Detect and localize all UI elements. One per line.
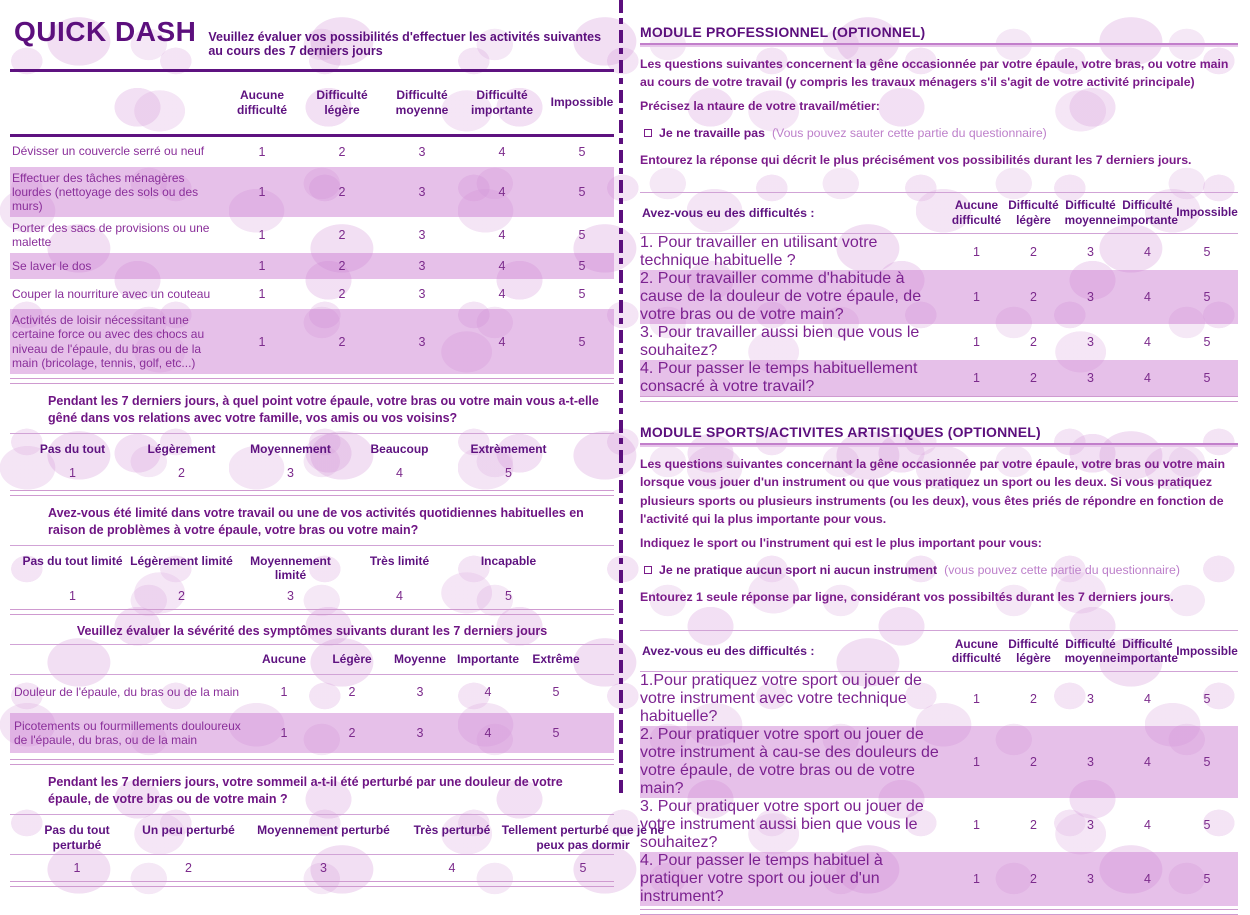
divider-rule <box>640 443 1238 447</box>
table-row <box>10 217 614 253</box>
response-option[interactable]: 5 <box>552 726 560 741</box>
limited-scale-numbers <box>18 585 563 609</box>
response-option[interactable]: 4 <box>396 466 403 481</box>
column-header: Difficulté moyenne <box>1064 198 1117 227</box>
column-header: Moyenne <box>393 652 446 667</box>
response-option[interactable]: 1 <box>258 184 266 199</box>
column-header: Aucune difficulté <box>951 198 1002 227</box>
response-option[interactable]: 3 <box>418 334 426 349</box>
scale-label: Beaucoup <box>370 441 429 456</box>
response-option[interactable]: 1 <box>973 872 980 887</box>
row-label: Effectuer des tâches ménagères lourdes (nettoyage des sols ou des murs) <box>12 170 199 213</box>
response-option[interactable]: 2 <box>1030 818 1037 833</box>
response-option[interactable]: 5 <box>579 860 587 875</box>
row-label: Se laver le dos <box>12 259 92 274</box>
row-label: Activités de loisir nécessitant une certaine force ou avec des chocs au niveau de l'épaule, du bras ou de la main (bricolage, tennis, golf, etc...) <box>12 313 205 370</box>
column-header: Difficulté légère <box>316 87 368 117</box>
table-row <box>10 167 614 217</box>
empty-header-cell <box>10 645 250 674</box>
response-option[interactable]: 5 <box>552 685 560 700</box>
table-row <box>10 713 614 753</box>
response-option[interactable]: 1 <box>973 818 980 833</box>
response-option[interactable]: 3 <box>1087 755 1094 770</box>
table-row <box>640 360 1238 396</box>
response-option[interactable]: 3 <box>416 685 424 700</box>
column-header: Aucune difficulté <box>951 636 1002 666</box>
response-option[interactable]: 3 <box>1087 692 1094 707</box>
response-option[interactable]: 2 <box>338 184 346 199</box>
response-option[interactable]: 5 <box>1203 370 1211 385</box>
scale-label: Très limité <box>369 553 430 568</box>
row-label: Dévisser un couvercle serré ou neuf <box>12 144 205 159</box>
response-option[interactable]: 5 <box>578 287 586 302</box>
row-label: Porter des sacs de provisions ou une malette <box>12 220 210 250</box>
checkbox-note: (Vous pouvez sauter cette partie du questionnaire) <box>771 126 1047 141</box>
response-option[interactable]: 2 <box>1030 244 1037 259</box>
divider-rule <box>640 909 1238 915</box>
response-option[interactable]: 3 <box>1087 334 1094 349</box>
row-label: 2. Pour pratiquer votre sport ou jouer de votre instrument à cau-se des douleurs de votre épaule, de votre bras ou de votre main? <box>640 726 939 798</box>
column-header: Impossible <box>1176 205 1238 220</box>
response-option[interactable]: 2 <box>338 287 346 302</box>
response-option[interactable]: 3 <box>287 466 294 481</box>
activities-table-header <box>10 72 614 134</box>
divider-rule <box>640 396 1238 402</box>
response-option[interactable]: 4 <box>396 588 403 603</box>
column-header: Difficulté importante <box>1117 636 1178 666</box>
response-option[interactable]: 1 <box>69 588 76 603</box>
response-option[interactable]: 3 <box>1087 818 1094 833</box>
pro-table-header <box>640 193 1238 233</box>
row-label: 1.Pour pratiquez votre sport ou jouer de votre instrument avec votre technique habituelle? <box>640 672 922 726</box>
scale-label: Pas du tout limité <box>22 553 123 568</box>
response-option[interactable]: 3 <box>418 228 426 243</box>
response-option[interactable]: 1 <box>258 144 266 159</box>
response-option[interactable]: 3 <box>418 259 426 274</box>
table-row <box>640 672 1238 726</box>
response-option[interactable]: 4 <box>448 860 456 875</box>
no-sport-option <box>644 563 1238 577</box>
table-row-header: Avez-vous eu des difficultés : <box>642 644 815 659</box>
scale-label: Extrèmement <box>470 441 547 456</box>
scale-label: Un peu perturbé <box>142 823 235 838</box>
scale-label: Légèrement <box>147 441 216 456</box>
scale-label: Pas du tout <box>39 441 106 456</box>
row-label: 3. Pour pratiquer votre sport ou jouer de votre instrument aussi bien que vous le souhaitez? <box>640 798 924 852</box>
response-option[interactable]: 1 <box>280 685 288 700</box>
response-option[interactable]: 4 <box>498 334 506 349</box>
relations-scale-labels <box>18 434 563 458</box>
checkbox-label: Je ne pratique aucun sport ni aucun instrument <box>659 562 938 577</box>
response-option[interactable]: 2 <box>178 466 185 481</box>
response-option[interactable]: 2 <box>185 860 192 875</box>
response-option[interactable]: 3 <box>1087 289 1094 304</box>
table-row <box>640 234 1238 270</box>
response-option[interactable]: 2 <box>338 228 346 243</box>
response-option[interactable]: 5 <box>578 334 586 349</box>
symptoms-table-header <box>10 645 614 674</box>
response-option[interactable]: 2 <box>1030 755 1037 770</box>
page-fold-divider <box>614 0 628 794</box>
column-header: Extrême <box>532 652 580 667</box>
page-title: QUICK DASH <box>14 16 197 47</box>
response-option[interactable]: 5 <box>1203 244 1211 259</box>
limited-scale-labels <box>18 546 563 585</box>
module-pro-title: MODULE PROFESSIONNEL (OPTIONNEL) <box>640 24 926 40</box>
module-sports-intro: Les questions suivantes concernant la gêne occasionnée par votre épaule, votre bras ou votre main lorsque vous jouer d'un instrument ou que vous pratiquez un sport ou les deux. Si vous pratiquez plusieurs sports ou plusieurs instruments (ou les deux), vous êtes priés de répondre en fonction de l'activité qui la plus importante pour vous. <box>640 456 1225 527</box>
relations-scale-numbers <box>18 458 563 490</box>
response-option[interactable]: 1 <box>973 370 980 385</box>
response-option[interactable]: 3 <box>287 588 294 603</box>
column-header: Difficulté importante <box>470 87 533 117</box>
response-option[interactable]: 4 <box>1144 692 1151 707</box>
response-option[interactable]: 1 <box>973 755 980 770</box>
response-option[interactable]: 3 <box>418 184 426 199</box>
response-option[interactable]: 3 <box>1087 244 1094 259</box>
response-option[interactable]: 5 <box>578 184 586 199</box>
response-option[interactable]: 4 <box>484 685 492 700</box>
response-option[interactable]: 5 <box>578 144 586 159</box>
sleep-scale-labels <box>18 815 668 854</box>
response-option[interactable]: 1 <box>280 726 288 741</box>
checkbox-label: Je ne travaille pas <box>659 126 765 141</box>
response-option[interactable]: 5 <box>1203 872 1211 887</box>
column-header: Difficulté moyenne <box>1064 636 1117 666</box>
scale-label: Incapable <box>480 553 537 568</box>
sports-table-header <box>640 631 1238 671</box>
sleep-scale-numbers <box>18 855 668 881</box>
response-option[interactable]: 1 <box>258 334 266 349</box>
checkbox-icon[interactable] <box>644 566 652 574</box>
scale-label: Moyennement <box>250 441 331 456</box>
table-row <box>10 137 614 167</box>
row-label: 3. Pour travailler aussi bien que vous le souhaitez? <box>640 323 920 359</box>
response-option[interactable]: 1 <box>258 228 266 243</box>
scale-label: Moyennement limité <box>250 553 331 583</box>
row-label: 1. Pour travailler en utilisant votre technique habituelle ? <box>640 233 878 269</box>
scale-label: Pas du tout perturbé <box>44 823 110 852</box>
scale-label: Très perturbé <box>413 823 491 838</box>
table-row <box>640 324 1238 360</box>
response-option[interactable]: 2 <box>338 144 346 159</box>
response-option[interactable]: 4 <box>498 144 506 159</box>
checkbox-icon[interactable] <box>644 129 652 137</box>
no-work-option <box>644 126 1238 140</box>
response-option[interactable]: 1 <box>258 259 266 274</box>
row-label: Picotements ou fourmillements douloureux de l'épaule, du bras, ou de la main <box>14 719 241 748</box>
response-option[interactable]: 4 <box>1144 289 1151 304</box>
response-option[interactable]: 1 <box>69 466 76 481</box>
response-option[interactable]: 2 <box>178 588 185 603</box>
row-label: Couper la nourriture avec un couteau <box>12 287 211 302</box>
symptoms-caption: Veuillez évaluer la sévérité des symptômes suivants durant les 7 derniers jours <box>76 623 548 638</box>
response-option[interactable]: 2 <box>1030 692 1037 707</box>
question-sleep: Pendant les 7 derniers jours, votre sommeil a-t-il été perturbé par une douleur de votre épaule, de votre bras ou de votre main ? <box>48 775 563 807</box>
response-option[interactable]: 4 <box>1144 818 1151 833</box>
response-option[interactable]: 2 <box>1030 334 1037 349</box>
module-sports-indiquez: Indiquez le sport ou l'instrument qui est le plus important pour vous: <box>640 535 1042 550</box>
scale-label: Légèrement limité <box>130 553 233 568</box>
response-option[interactable]: 1 <box>73 860 81 875</box>
response-option[interactable]: 5 <box>1203 692 1211 707</box>
response-option[interactable]: 2 <box>1030 872 1037 887</box>
response-option[interactable]: 2 <box>348 726 356 741</box>
scale-label: Tellement perturbé que je ne peux pas dormir <box>501 823 665 852</box>
table-row <box>10 253 614 279</box>
question-relations: Pendant les 7 derniers jours, à quel point votre épaule, votre bras ou votre main vous a-t-elle gêné dans vos relations avec votre famille, vos amis ou vos voisins? <box>48 393 599 425</box>
row-label: 2. Pour travailler comme d'habitude à cause de la douleur de votre épaule, de votre bras ou de votre main? <box>640 269 922 323</box>
response-option[interactable]: 5 <box>505 588 512 603</box>
response-option[interactable]: 3 <box>1087 370 1094 385</box>
response-option[interactable]: 5 <box>578 259 586 274</box>
table-row-header: Avez-vous eu des difficultés : <box>642 205 815 220</box>
column-header: Difficulté légère <box>1008 198 1059 227</box>
response-option[interactable]: 3 <box>416 726 424 741</box>
checkbox-note: (vous pouvez cette partie du questionnaire) <box>944 562 1180 577</box>
response-option[interactable]: 5 <box>1203 334 1211 349</box>
module-sports-instruction: Entourez 1 seule réponse par ligne, considérant vos possibiltés durant les 7 derniers jours. <box>640 589 1174 604</box>
response-option[interactable]: 5 <box>1203 755 1211 770</box>
table-row <box>10 309 614 374</box>
header <box>10 10 614 69</box>
response-option[interactable]: 3 <box>418 287 426 302</box>
response-option[interactable]: 4 <box>498 259 506 274</box>
table-row <box>640 852 1238 906</box>
module-sports-title: MODULE SPORTS/ACTIVITES ARTISTIQUES (OPTIONNEL) <box>640 423 1041 440</box>
response-option[interactable]: 1 <box>973 334 980 349</box>
column-header: Aucune difficulté <box>237 87 287 117</box>
response-option[interactable]: 5 <box>505 466 512 481</box>
column-header: Difficulté légère <box>1008 636 1059 666</box>
response-option[interactable]: 4 <box>498 184 506 199</box>
response-option[interactable]: 2 <box>1030 370 1037 385</box>
divider-rule <box>10 881 614 887</box>
response-option[interactable]: 5 <box>578 228 586 243</box>
response-option[interactable]: 4 <box>1144 370 1151 385</box>
response-option[interactable]: 2 <box>338 334 346 349</box>
modules-column <box>628 0 1250 906</box>
row-label: 4. Pour passer le temps habituel à pratiquer votre sport ou jouer d'un instrument? <box>640 852 883 906</box>
page-subtitle: Veuillez évaluer vos possibilités d'effectuer les activités suivantes au cours des 7 derniers jours <box>208 30 602 58</box>
response-option[interactable]: 4 <box>1144 755 1151 770</box>
response-option[interactable]: 4 <box>498 228 506 243</box>
column-header: Impossible <box>1176 644 1238 658</box>
divider-rule <box>640 43 1238 47</box>
empty-header-cell <box>10 72 222 134</box>
table-row <box>640 270 1238 324</box>
response-option[interactable]: 1 <box>973 244 980 259</box>
table-row <box>10 675 614 709</box>
response-option[interactable]: 4 <box>1144 244 1151 259</box>
response-option[interactable]: 4 <box>1144 872 1151 887</box>
response-option[interactable]: 3 <box>320 860 327 875</box>
table-row <box>640 726 1238 798</box>
response-option[interactable]: 3 <box>1087 872 1094 887</box>
response-option[interactable]: 1 <box>258 287 266 302</box>
table-row <box>10 279 614 309</box>
column-header: Légère <box>332 652 372 667</box>
module-pro-intro: Les questions suivantes concernent la gêne occasionnée par votre épaule, votre bras, ou votre main au cours de votre travail (y compris les travaux ménagers s'il s'agit de votre activité principale) <box>640 57 1229 90</box>
column-header: Impossible <box>550 95 614 109</box>
response-option[interactable]: 2 <box>1030 289 1037 304</box>
column-header: Difficulté importante <box>1117 198 1178 227</box>
response-option[interactable]: 2 <box>348 685 356 700</box>
module-pro-precisez: Précisez la ntaure de votre travail/métier: <box>640 98 880 113</box>
dashed-line <box>619 0 623 794</box>
row-label: Douleur de l'épaule, du bras ou de la main <box>14 685 240 700</box>
response-option[interactable]: 4 <box>498 287 506 302</box>
response-option[interactable]: 5 <box>1203 289 1211 304</box>
response-option[interactable]: 1 <box>973 289 980 304</box>
table-row <box>640 798 1238 852</box>
column-header: Importante <box>456 652 519 667</box>
column-header: Difficulté moyenne <box>395 87 449 117</box>
response-option[interactable]: 3 <box>418 144 426 159</box>
response-option[interactable]: 1 <box>973 692 980 707</box>
module-pro-instruction: Entourez la réponse qui décrit le plus précisément vos possibilités durant les 7 derniers jours. <box>640 153 1192 168</box>
response-option[interactable]: 2 <box>338 259 346 274</box>
question-limited: Avez-vous été limité dans votre travail ou une de vos activités quotidiennes habituelles en raison de problèmes à votre épaule, votre bras ou votre main? <box>48 506 584 537</box>
column-header: Aucune <box>261 652 306 667</box>
response-option[interactable]: 4 <box>484 726 492 741</box>
response-option[interactable]: 4 <box>1144 334 1151 349</box>
response-option[interactable]: 5 <box>1203 818 1211 833</box>
row-label: 4. Pour passer le temps habituellement consacré à votre travail? <box>640 359 918 395</box>
scale-label: Moyennement perturbé <box>257 823 390 838</box>
